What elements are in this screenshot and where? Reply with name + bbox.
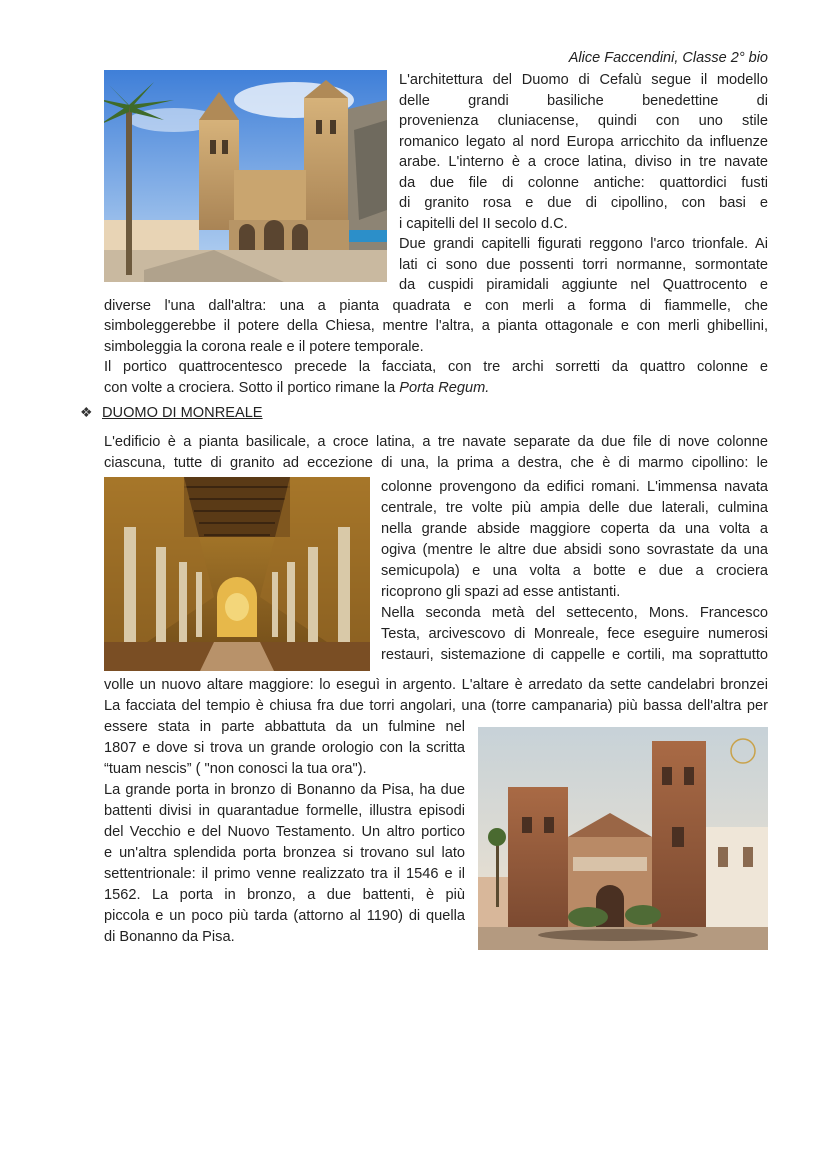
text-line: restauri, sistemazione di cappelle e cortili, ma soprattutto (381, 647, 768, 663)
monreale-interior-photo (104, 477, 370, 671)
text-line: del Vecchio e del Nuovo Testamento. Un altro portico (104, 824, 465, 840)
text-line: delle grandi basiliche benedettine di (399, 92, 768, 109)
text-line: Due grandi capitelli figurati reggono l'arco trionfale. Ai (399, 236, 768, 252)
cefalu-cathedral-photo (104, 70, 387, 282)
text-line: settentrionale: il primo venne realizzato tra il 1546 e il (104, 866, 465, 882)
text-line: ricoprono gli spazi ad esse antistanti. (381, 584, 621, 600)
text-line: da due file di colonne antiche: quattordici fusti (399, 174, 768, 191)
porta-regum-text: Porta Regum. (399, 379, 490, 396)
text-span: con volte a crociera. Sotto il portico rimane la (104, 379, 400, 396)
text-line: battenti divisi in quarantadue formelle, illustra episodi (104, 803, 465, 819)
text-line: lati ci sono due possenti torri normanne, sormontate (399, 256, 768, 273)
text-line: 1807 e dove si trova un grande orologio con la scritta (104, 740, 465, 756)
author-header: Alice Faccendini, Classe 2° bio (568, 50, 768, 66)
text-line: di granito rosa e due di cipollino, con basi e (399, 195, 768, 211)
text-line: Nella seconda metà del settecento, Mons. Francesco (381, 605, 768, 621)
text-line: La grande porta in bronzo di Bonanno da Pisa, ha due (104, 782, 465, 798)
text-line: 1562. La porta in bronzo, a due battenti, è più (104, 887, 465, 903)
monreale-exterior-photo (478, 727, 768, 950)
text-line: ogiva (mentre le altre due absidi sono sovrastate da una (381, 542, 768, 558)
text-line: simboleggerebbe il potere della Chiesa, mentre l'altra, a pianta ottagonale e con merli ghibellini, (104, 318, 768, 334)
text-line: colonne provengono da edifici romani. L'immensa navata (381, 479, 768, 495)
text-line: romanico legato al nord Europa arricchito da influenze (399, 133, 768, 150)
text-line: da cuspidi piramidali aggiunte nel Quattrocento e (399, 277, 768, 293)
diamond-bullet-icon: ❖ (80, 404, 93, 420)
text-line: arabe. L'interno è a croce latina, diviso in tre navate (399, 154, 768, 170)
text-line: nella grande abside maggiore coperta da una volta a (381, 521, 768, 537)
text-line: Testa, arcivescovo di Monreale, fece eseguire numerosi (381, 626, 768, 642)
text-line: i capitelli del II secolo d.C. (399, 215, 568, 232)
text-line: La facciata del tempio è chiusa fra due torri angolari, una (torre campanaria) più bassa dell'altra per (104, 698, 768, 714)
text-line: volle un nuovo altare maggiore: lo eseguì in argento. L'altare è arredato da sette candelabri bronzei (104, 677, 768, 693)
text-line: L'edificio è a pianta basilicale, a croce latina, a tre navate separate da due file di nove colonne (104, 434, 768, 450)
text-line: di Bonanno da Pisa. (104, 929, 235, 945)
heading-text: DUOMO DI MONREALE (102, 405, 263, 421)
text-line: diverse l'una dall'altra: una a pianta quadrata e con merli a forma di fiammelle, che (104, 297, 768, 314)
text-line: Il portico quattrocentesco precede la facciata, con tre archi sorretti da quattro colonne e (104, 359, 768, 375)
text-line (104, 378, 489, 399)
text-line: L'architettura del Duomo di Cefalù segue il modello (399, 72, 768, 88)
monreale-heading (80, 404, 263, 421)
text-line: essere stata in parte abbattuta da un fulmine nel (104, 719, 465, 735)
text-line: provenienza cluniacense, quindi con uno stile (399, 113, 768, 129)
text-line: e un'altra splendida porta bronzea si trovano sul lato (104, 845, 465, 861)
text-line: piccola e un poco più tarda (attorno al 1190) di quella (104, 908, 465, 924)
text-line: ciascuna, tutte di granito ad eccezione di una, la prima a destra, che è di marmo cipollino: le (104, 455, 768, 471)
text-line: simboleggia la corona reale e il potere temporale. (104, 338, 424, 355)
text-line: semicupola) e una volta a botte e due a crociera (381, 563, 768, 579)
text-line: “tuam nescis” ( "non conosci la tua ora"). (104, 761, 367, 777)
text-line: centrale, tre volte più ampia delle due laterali, culmina (381, 500, 768, 516)
